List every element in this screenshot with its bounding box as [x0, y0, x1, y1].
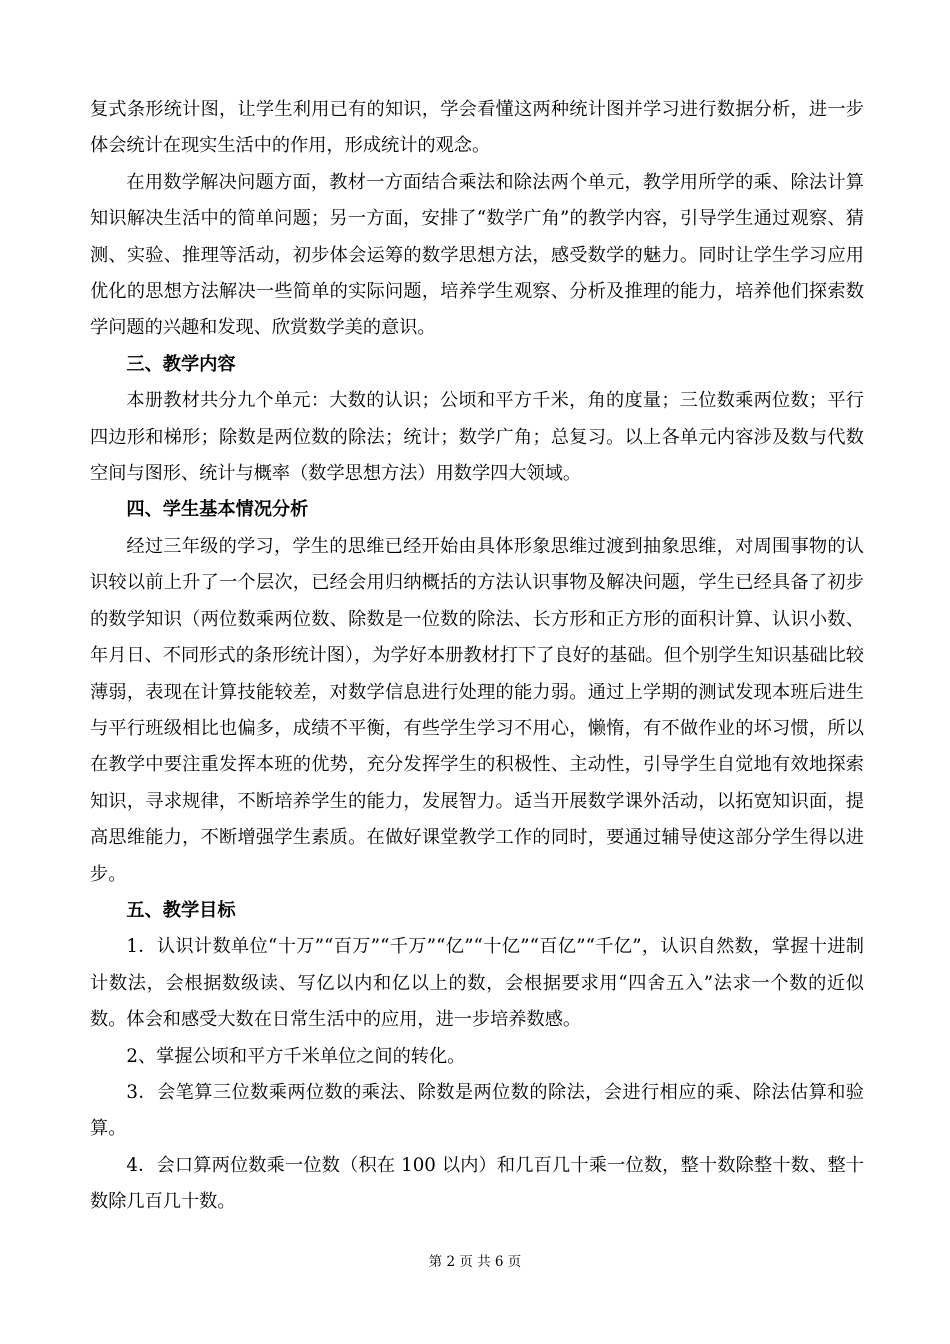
goal-item-3: 3．会笔算三位数乘两位数的乘法、除数是两位数的除法，会进行相应的乘、除法估算和验算。: [90, 1081, 864, 1140]
paragraph-teaching-content: 本册教材共分九个单元：大数的认识；公顷和平方千米，角的度量；三位数乘两位数；平行四边形和梯形；除数是两位数的除法；统计；数学广角；总复习。以上各单元内容涉及数与代数空间与图形、统计与概率（数学思想方法）用数学四大领域。: [90, 390, 864, 485]
goal-item-1: 1．认识计数单位“十万”“百万”“千万”“亿”“十亿”“百亿”“千亿”，认识自然数，掌握十进制计数法，会根据数级读、写亿以内和亿以上的数，会根据要求用“四舍五入”法求一个数的近似数。体会和感受大数在日常生活中的应用，进一步培养数感。: [90, 936, 864, 1031]
page-footer: [0, 1253, 950, 1271]
paragraph-student-analysis: 经过三年级的学习，学生的思维已经开始由具体形象思维过渡到抽象思维，对周围事物的认识较以前上升了一个层次，已经会用归纳概括的方法认识事物及解决问题，学生已经具备了初步的数学知识（两位数乘两位数、除数是一位数的除法、长方形和正方形的面积计算、认识小数、年月日、不同形式的条形统计图），为学好本册教材打下了良好的基础。但个别学生知识基础比较薄弱，表现在计算技能较差，对数学信息进行处理的能力弱。通过上学期的测试发现本班后进生与平行班级相比也偏多，成绩不平衡，有些学生学习不用心，懒惰，有不做作业的坏习惯，所以在教学中要注重发挥本班的优势，充分发挥学生的积极性、主动性，引导学生自觉地有效地探索知识，寻求规律，不断培养学生的能力，发展智力。适当开展数学课外活动，以拓宽知识面，提高思维能力，不断增强学生素质。在做好课堂教学工作的同时，要通过辅导使这部分学生得以进步。: [90, 535, 864, 885]
section-heading-teaching-goals: 五、教学目标: [126, 899, 236, 921]
goal-item-2: 2、掌握公顷和平方千米单位之间的转化。: [126, 1045, 466, 1067]
section-heading-teaching-content: 三、教学内容: [126, 353, 236, 375]
paragraph-statistics-continued: 复式条形统计图，让学生利用已有的知识，学会看懂这两种统计图并学习进行数据分析，进一步体会统计在现实生活中的作用，形成统计的观念。: [90, 99, 864, 157]
paragraph-problem-solving: 在用数学解决问题方面，教材一方面结合乘法和除法两个单元，教学用所学的乘、除法计算知识解决生活中的简单问题；另一方面，安排了“数学广角”的教学内容，引导学生通过观察、猜测、实验、推理等活动，初步体会运筹的数学思想方法，感受数学的魅力。同时让学生学习应用优化的思想方法解决一些简单的实际问题，培养学生观察、分析及推理的能力，培养他们探索数学问题的兴趣和发现、欣赏数学美的意识。: [90, 171, 864, 339]
page-number-label: 第 2 页 共 6 页: [428, 1254, 522, 1270]
document-body: [90, 92, 864, 1221]
section-heading-student-analysis: 四、学生基本情况分析: [126, 499, 309, 521]
goal-item-4: 4．会口算两位数乘一位数（积在 100 以内）和几百几十乘一位数，整十数除整十数、整十数除几百几十数。: [90, 1154, 864, 1213]
